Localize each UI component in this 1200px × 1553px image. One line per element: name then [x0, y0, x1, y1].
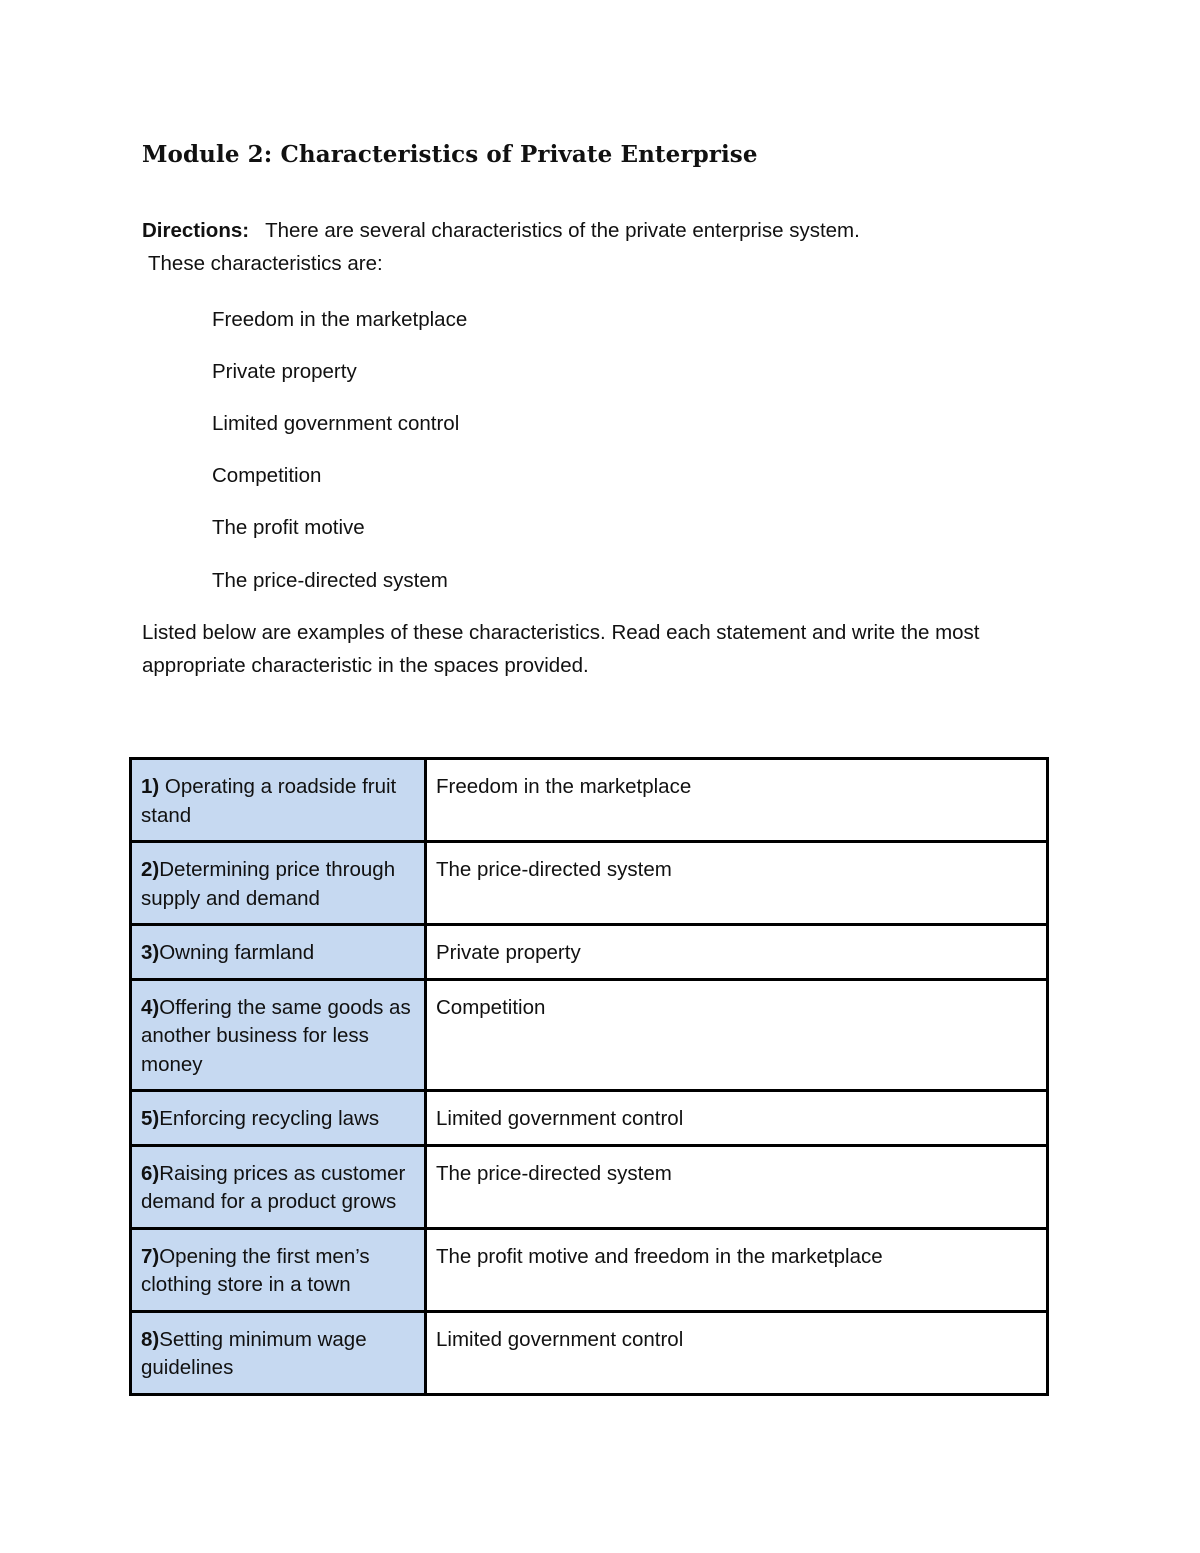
directions-line-2: These characteristics are:	[148, 252, 383, 275]
statement-number: 7)	[141, 1244, 160, 1268]
characteristic-item: Competition	[212, 464, 322, 487]
characteristic-item: The profit motive	[212, 516, 365, 539]
statement-number: 6)	[141, 1161, 160, 1185]
statement-text: Operating a roadside fruit stand	[141, 775, 397, 827]
statement-cell	[131, 979, 426, 1091]
directions-text: There are several characteristics of the private enterprise system.	[265, 219, 860, 242]
characteristic-item: The price-directed system	[212, 569, 448, 592]
instructions-line-1: Listed below are examples of these characteristics. Read each statement and write the most	[142, 621, 980, 644]
answer-cell[interactable]: Competition	[426, 979, 1048, 1091]
table-row	[131, 925, 1048, 980]
characteristic-item: Freedom in the marketplace	[212, 308, 468, 331]
table-row	[131, 759, 1048, 842]
statement-text: Enforcing recycling laws	[159, 1107, 380, 1130]
table-row	[131, 1228, 1048, 1311]
statement-number: 3)	[141, 941, 160, 964]
statement-number: 8)	[141, 1327, 160, 1351]
table-row	[131, 1145, 1048, 1228]
answer-cell[interactable]: Private property	[426, 925, 1048, 980]
answer-table	[129, 757, 1049, 1396]
statement-number: 1)	[141, 775, 160, 798]
page-title: Module 2: Characteristics of Private Enterprise	[142, 141, 758, 168]
statement-text: Raising prices as customer demand for a product grows	[141, 1161, 406, 1213]
table-row	[131, 979, 1048, 1091]
directions-line	[142, 219, 860, 243]
statement-cell	[131, 1311, 426, 1394]
answer-cell[interactable]: The price-directed system	[426, 842, 1048, 925]
statement-number: 2)	[141, 858, 160, 881]
statement-cell	[131, 1091, 426, 1146]
statement-number: 4)	[141, 995, 160, 1019]
statement-text: Opening the first men’s clothing store in a town	[141, 1244, 370, 1296]
statement-cell	[131, 842, 426, 925]
characteristic-item: Limited government control	[212, 412, 460, 435]
answer-cell[interactable]: The price-directed system	[426, 1145, 1048, 1228]
table-row	[131, 842, 1048, 925]
statement-cell	[131, 759, 426, 842]
statement-text: Offering the same goods as another business for less money	[141, 995, 411, 1076]
answer-cell[interactable]: The profit motive and freedom in the marketplace	[426, 1228, 1048, 1311]
table-row	[131, 1311, 1048, 1394]
statement-number: 5)	[141, 1107, 160, 1130]
answer-cell[interactable]: Limited government control	[426, 1091, 1048, 1146]
statement-cell	[131, 925, 426, 980]
characteristic-item: Private property	[212, 360, 357, 383]
directions-label: Directions:	[142, 219, 250, 242]
answer-cell[interactable]: Limited government control	[426, 1311, 1048, 1394]
table-row	[131, 1091, 1048, 1146]
statement-cell	[131, 1228, 426, 1311]
answer-cell[interactable]: Freedom in the marketplace	[426, 759, 1048, 842]
instructions-line-2: appropriate characteristic in the spaces provided.	[142, 654, 589, 677]
statement-text: Setting minimum wage guidelines	[141, 1327, 367, 1379]
statement-text: Determining price through supply and demand	[141, 858, 396, 910]
statement-text: Owning farmland	[159, 941, 315, 964]
statement-cell	[131, 1145, 426, 1228]
